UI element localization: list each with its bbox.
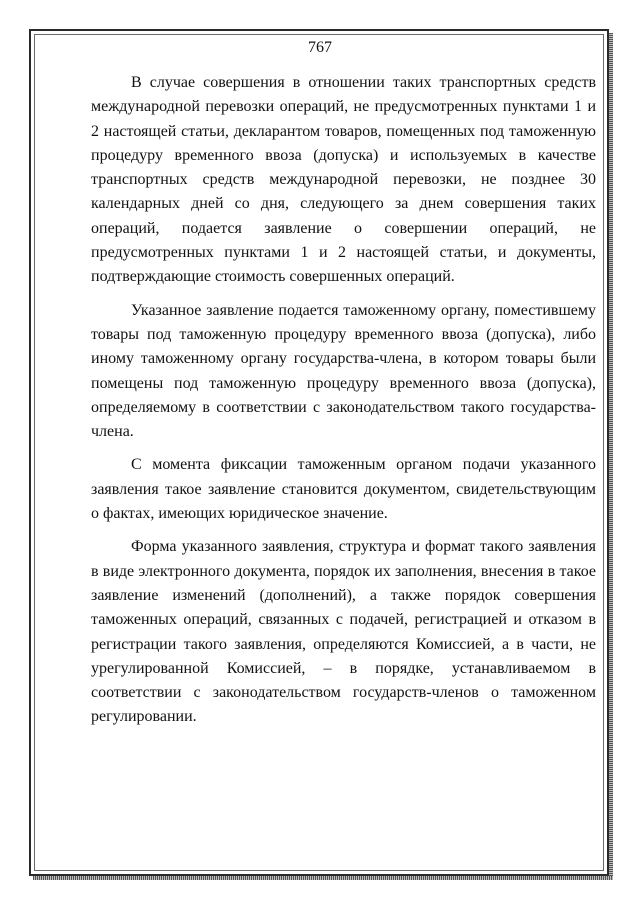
document-body [91, 71, 596, 739]
page-border-shadow-bottom [33, 876, 613, 880]
paragraph-4: Форма указанного заявления, структура и формат такого заявления в виде электронного документа, порядок их заполнения, внесения в такое заявление изменений (дополнений), а также порядок совершения таможенных операций, связанных с подачей, регистрацией и отказом в регистрации такого заявления, определяются Комиссией, а в части, не урегулированной Комиссией, – в порядке, устанавливаемом в соответствии с законодательством государств-членов о таможенном регулировании. [91, 538, 596, 726]
paragraph-1: В случае совершения в отношении таких транспортных средств международной перевозки операций, не предусмотренных пунктами 1 и 2 настоящей статьи, декларантом товаров, помещенных под таможенную процедуру временного ввоза (допуска) и используемых в качестве транспортных средств международной перевозки, не позднее 30 календарных дней со дня, следующего за днем совершения таких операций, подается заявление о совершении операций, не предусмотренных пунктами 1 и 2 настоящей статьи, и документы, подтверждающие стоимость совершенных операций. [91, 74, 596, 286]
paragraph-2: Указанное заявление подается таможенному органу, поместившему товары под таможенную процедуру временного ввоза (допуска), либо иному таможенному органу государства-члена, в котором товары были помещены под таможенную процедуру временного ввоза (допуска), определяемому в соответствии с законодательством такого государства-члена. [91, 301, 596, 441]
page-number: 767 [308, 39, 332, 56]
paragraph-3: С момента фиксации таможенным органом подачи указанного заявления такое заявление становится документом, свидетельствующим о фактах, имеющих юридическое значение. [91, 456, 596, 523]
page-border-shadow-right [609, 33, 613, 880]
